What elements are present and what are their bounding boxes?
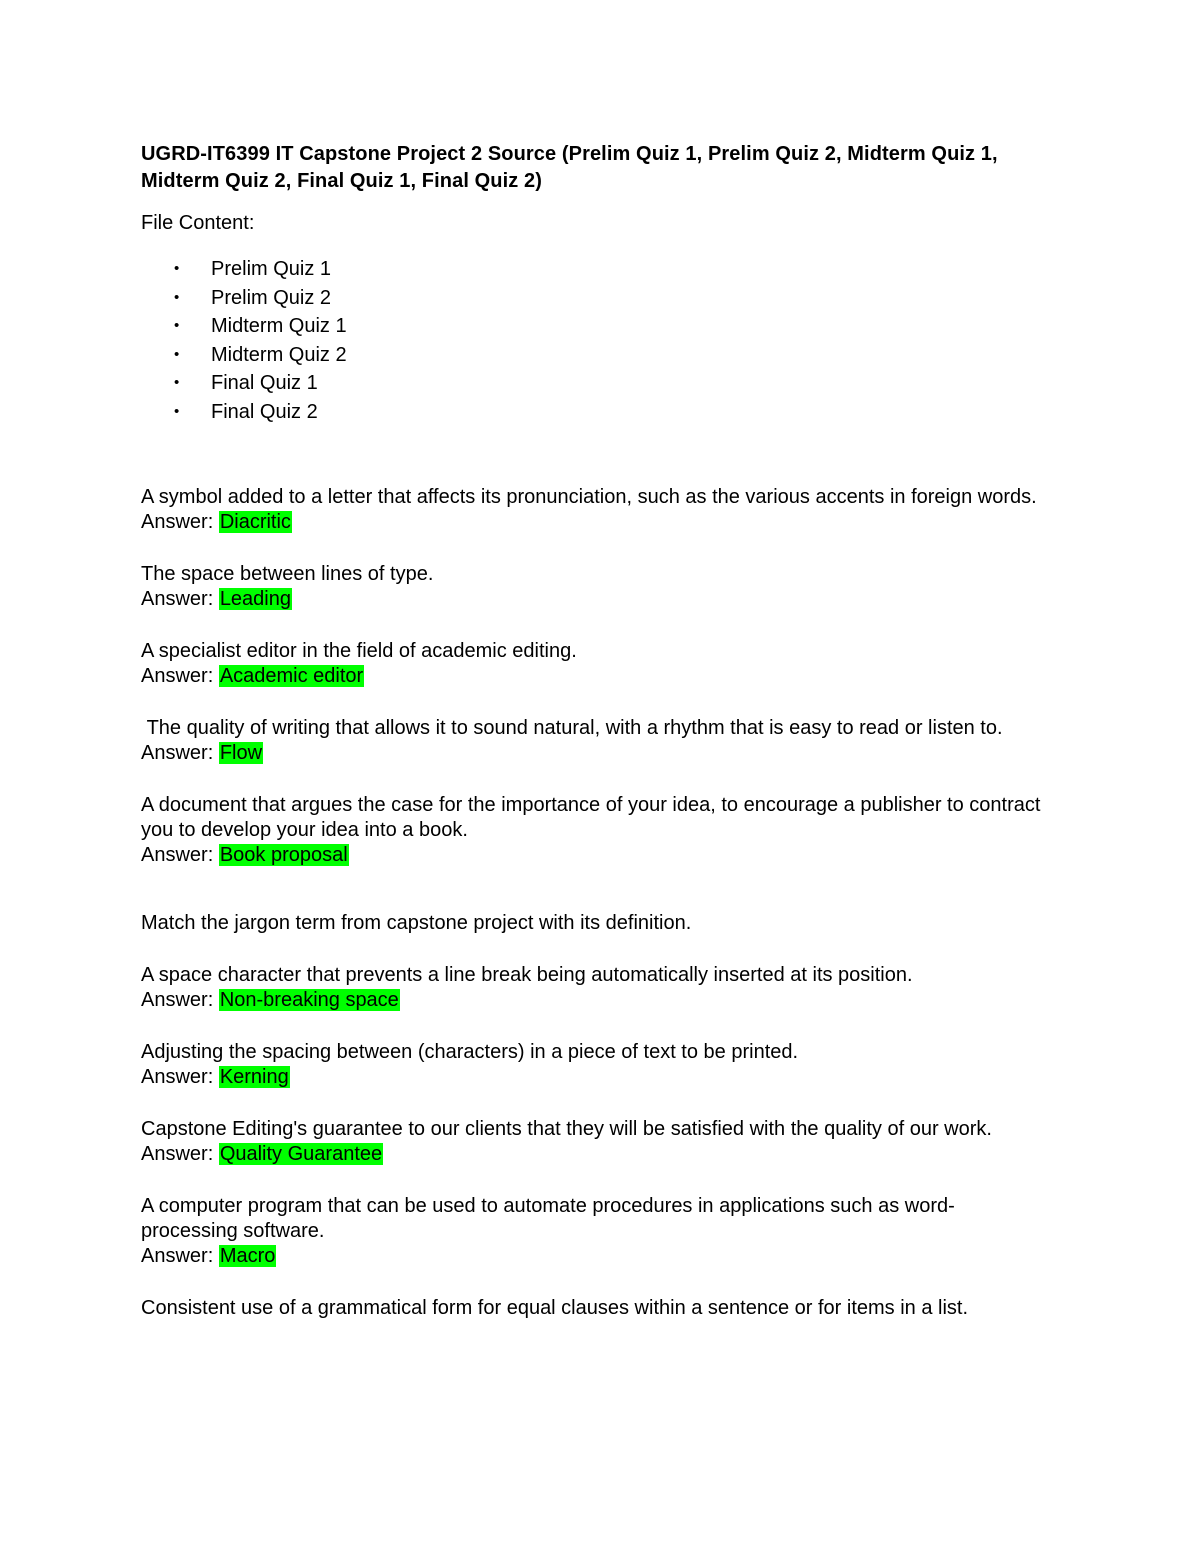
file-content-item: • Prelim Quiz 2 — [141, 284, 1061, 313]
qa-item — [141, 562, 1061, 612]
answer-line — [141, 1065, 1061, 1090]
question-text: A symbol added to a letter that affects its pronunciation, such as the various accents in foreign words. — [141, 485, 1037, 508]
document-title — [141, 141, 1061, 195]
answer-label: Answer: — [141, 1142, 219, 1165]
document-title-line-1: UGRD-IT6399 IT Capstone Project 2 Source (Prelim Quiz 1, Prelim Quiz 2, Midterm Quiz 1, — [141, 143, 998, 165]
answer-label: Answer: — [141, 988, 219, 1011]
answer-highlight: Flow — [219, 741, 263, 764]
question-text: Consistent use of a grammatical form for equal clauses within a sentence or for items in a list. — [141, 1296, 969, 1319]
qa-item — [141, 963, 1061, 1013]
answer-label: Answer: — [141, 843, 219, 866]
question-text: A space character that prevents a line break being automatically inserted at its position. — [141, 963, 913, 986]
file-content-label: File Content: — [141, 212, 255, 234]
answer-highlight: Leading — [219, 587, 291, 610]
answer-label: Answer: — [141, 1065, 219, 1088]
qa-item — [141, 1117, 1061, 1167]
answer-line — [141, 1244, 1061, 1269]
answer-highlight: Kerning — [219, 1065, 289, 1088]
answer-label: Answer: — [141, 510, 219, 533]
answer-label: Answer: — [141, 587, 219, 610]
question-text: Capstone Editing's guarantee to our clients that they will be satisfied with the quality of our work. — [141, 1117, 992, 1140]
answer-highlight: Non-breaking space — [219, 988, 399, 1011]
file-content-item: • Midterm Quiz 2 — [141, 341, 1061, 370]
bullet-icon: • — [174, 288, 180, 306]
bullet-icon: • — [174, 317, 180, 335]
question-text: A specialist editor in the field of academic editing. — [141, 639, 577, 662]
question-text: The space between lines of type. — [141, 562, 434, 585]
answer-highlight: Quality Guarantee — [219, 1142, 383, 1165]
question-text: A document that argues the case for the importance of your idea, to encourage a publisher to contract you to develop your idea into a book. — [141, 793, 1041, 841]
file-content-item: • Prelim Quiz 1 — [141, 255, 1061, 284]
file-content-list — [141, 255, 1061, 427]
file-content-item: • Final Quiz 2 — [141, 398, 1061, 427]
answer-line — [141, 510, 1061, 535]
answer-label: Answer: — [141, 664, 219, 687]
answer-line — [141, 843, 1061, 868]
answer-label: Answer: — [141, 741, 219, 764]
file-content-item: • Midterm Quiz 1 — [141, 312, 1061, 341]
bullet-icon: • — [174, 260, 180, 277]
document-title-line-2: Midterm Quiz 2, Final Quiz 1, Final Quiz 2) — [141, 170, 543, 192]
bullet-icon: • — [174, 345, 180, 363]
answer-line — [141, 664, 1061, 689]
answer-highlight: Academic editor — [219, 664, 364, 687]
answer-line — [141, 1142, 1061, 1167]
answer-line — [141, 741, 1061, 766]
qa-item — [141, 1296, 1061, 1321]
bullet-icon: • — [174, 402, 180, 420]
match-instruction: Match the jargon term from capstone project with its definition. — [141, 911, 692, 934]
qa-item — [141, 793, 1061, 868]
question-text: The quality of writing that allows it to sound natural, with a rhythm that is easy to read or listen to. — [141, 716, 1003, 739]
answer-label: Answer: — [141, 1244, 219, 1267]
qa-item — [141, 485, 1061, 535]
qa-item — [141, 1040, 1061, 1090]
answer-highlight: Book proposal — [219, 843, 348, 866]
question-text: A computer program that can be used to automate procedures in applications such as word-processing software. — [141, 1194, 955, 1242]
qa-item — [141, 639, 1061, 689]
answer-highlight: Diacritic — [219, 510, 291, 533]
document-page — [141, 141, 1061, 1321]
question-text: Adjusting the spacing between (characters) in a piece of text to be printed. — [141, 1040, 799, 1063]
bullet-icon: • — [174, 374, 180, 392]
answer-line — [141, 988, 1061, 1013]
qa-item — [141, 1194, 1061, 1269]
answer-line — [141, 587, 1061, 612]
file-content-item: • Final Quiz 1 — [141, 369, 1061, 398]
qa-item — [141, 716, 1061, 766]
answer-highlight: Macro — [219, 1244, 276, 1267]
